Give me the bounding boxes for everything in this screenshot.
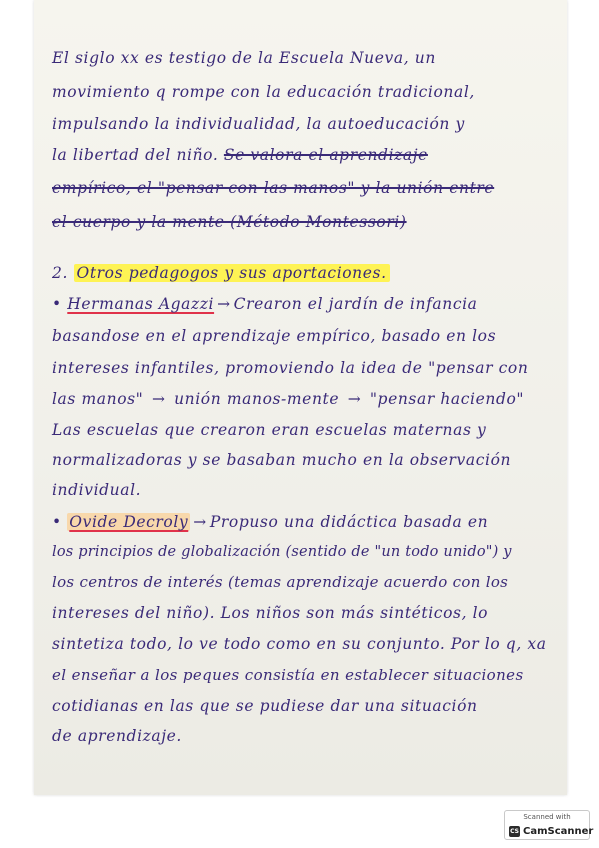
text-line: el enseñar a los peques consistía en establecer situaciones <box>52 666 524 684</box>
section-title: Otros pedagogos y sus aportaciones. <box>74 264 390 282</box>
arrow-icon: → <box>217 295 231 313</box>
text-line: los centros de interés (temas aprendizaje acuerdo con los <box>52 573 509 591</box>
crossed-out-text: el cuerpo y la mente (Método Montessori) <box>52 213 407 231</box>
text-line: basandose en el aprendizaje empírico, basado en los <box>52 327 497 345</box>
agazzi-name: Hermanas Agazzi <box>67 295 215 313</box>
crossed-out-text: empírico, el "pensar con las manos" y la unión entre <box>52 179 495 197</box>
bullet: • <box>52 295 62 313</box>
badge-caption: Scanned with <box>523 813 571 821</box>
text-fragment: Crearon el jardín de infancia <box>233 295 478 313</box>
scanned-page <box>34 0 567 795</box>
arrow-icon: → <box>151 390 166 408</box>
text-line: cotidianas en las que se pudiese dar una situación <box>52 697 478 715</box>
text-fragment: la libertad del niño. <box>52 146 219 164</box>
text-line: El siglo xx es testigo de la Escuela Nueva, un <box>52 49 436 67</box>
text-line: los principios de globalización (sentido de "un todo unido") y <box>52 544 512 560</box>
text-fragment: unión manos-mente <box>174 390 340 408</box>
text-line: normalizadoras y se basaban mucho en la observación <box>52 451 512 469</box>
arrow-icon: → <box>193 513 207 531</box>
camscanner-logo-icon: CS <box>510 827 519 835</box>
crossed-out-text: Se valora el aprendizaje <box>223 146 428 164</box>
arrow-icon: → <box>347 390 362 408</box>
text-fragment: las manos" <box>52 390 144 408</box>
text-line: sintetiza todo, lo ve todo como en su conjunto. Por lo q, xa <box>52 635 547 653</box>
decroly-heading-line <box>52 512 488 532</box>
text-line: intereses infantiles, promoviendo la idea de "pensar con <box>52 359 529 377</box>
camscanner-badge <box>504 810 594 840</box>
text-line: Las escuelas que crearon eran escuelas maternas y <box>52 421 487 439</box>
text-line: individual. <box>52 481 142 499</box>
decroly-name: Ovide Decroly <box>69 513 189 531</box>
text-line: movimiento q rompe con la educación tradicional, <box>52 83 475 101</box>
text-line <box>52 145 428 165</box>
agazzi-heading-line <box>52 294 478 314</box>
text-line <box>52 389 524 409</box>
text-fragment: "pensar haciendo" <box>369 390 525 408</box>
badge-brand <box>509 824 593 838</box>
text-line: impulsando la individualidad, la autoeducación y <box>52 115 465 133</box>
section-number: 2. <box>52 264 68 282</box>
text-fragment: Propuso una didáctica basada en <box>209 513 489 531</box>
bullet: • <box>52 513 62 531</box>
section-heading <box>52 263 390 283</box>
badge-name: CamScanner <box>523 825 594 837</box>
text-line: de aprendizaje. <box>52 727 182 745</box>
text-line: intereses del niño). Los niños son más sintéticos, lo <box>52 604 489 622</box>
